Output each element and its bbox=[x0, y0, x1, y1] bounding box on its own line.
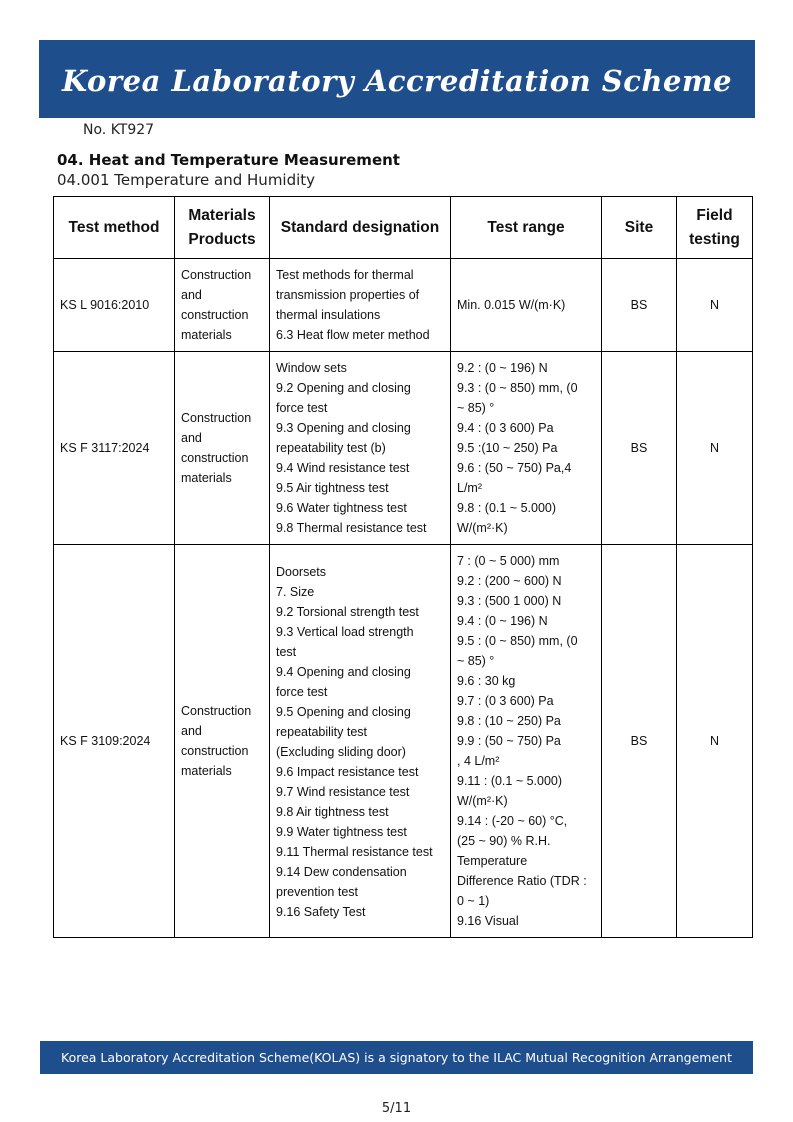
materials-line: Construction bbox=[181, 704, 252, 718]
cell-materials bbox=[175, 259, 270, 352]
materials-line: and bbox=[181, 288, 202, 302]
range-line: 9.8 : (0.1 ~ 5.000) bbox=[457, 501, 557, 515]
cell-range bbox=[451, 259, 602, 352]
cell-standard bbox=[270, 259, 451, 352]
range-line: 9.6 : (50 ~ 750) Pa,4 bbox=[457, 461, 572, 475]
standard-line: Doorsets bbox=[276, 565, 327, 579]
header-materials-line2: Products bbox=[188, 230, 256, 248]
range-line: Min. 0.015 W/(m·K) bbox=[457, 298, 566, 312]
header-title: Korea Laboratory Accreditation Scheme bbox=[61, 64, 733, 98]
range-line: ~ 85) ° bbox=[457, 401, 495, 415]
cell-site: BS bbox=[602, 352, 677, 545]
range-line: 9.2 : (200 ~ 600) N bbox=[457, 574, 562, 588]
cell-materials bbox=[175, 352, 270, 545]
cell-materials bbox=[175, 545, 270, 938]
cell-standard bbox=[270, 545, 451, 938]
standard-line: 9.8 Air tightness test bbox=[276, 805, 389, 819]
range-line: 9.6 : 30 kg bbox=[457, 674, 516, 688]
cell-site: BS bbox=[602, 259, 677, 352]
standard-line: 9.8 Thermal resistance test bbox=[276, 521, 427, 535]
standard-line: 7. Size bbox=[276, 585, 315, 599]
standard-line: Test methods for thermal bbox=[276, 268, 414, 282]
range-line: W/(m²·K) bbox=[457, 521, 508, 535]
range-line: 9.5 : (0 ~ 850) mm, (0 bbox=[457, 634, 578, 648]
standard-line: 9.5 Opening and closing bbox=[276, 705, 411, 719]
standard-line: repeatability test bbox=[276, 725, 368, 739]
standard-line: transmission properties of bbox=[276, 288, 420, 302]
range-line: W/(m²·K) bbox=[457, 794, 508, 808]
cell-test-method: KS L 9016:2010 bbox=[54, 259, 175, 352]
standard-line: test bbox=[276, 645, 297, 659]
range-line: Temperature bbox=[457, 854, 528, 868]
range-line: 9.4 : (0 ~ 196) N bbox=[457, 614, 548, 628]
range-line: 9.11 : (0.1 ~ 5.000) bbox=[457, 774, 563, 788]
header-field-testing bbox=[677, 197, 753, 259]
standard-lines bbox=[276, 265, 444, 345]
standard-line: 9.4 Opening and closing bbox=[276, 665, 411, 679]
standard-line: (Excluding sliding door) bbox=[276, 745, 406, 759]
header-materials bbox=[175, 197, 270, 259]
footer-bar bbox=[40, 1041, 753, 1074]
range-line: 9.14 : (-20 ~ 60) °C, bbox=[457, 814, 568, 828]
materials-line: materials bbox=[181, 471, 232, 485]
standard-lines bbox=[276, 562, 444, 922]
range-line: 9.3 : (500 1 000) N bbox=[457, 594, 562, 608]
header-field-line2: testing bbox=[689, 230, 740, 248]
materials-line: materials bbox=[181, 764, 232, 778]
standard-lines bbox=[276, 358, 444, 538]
standard-line: 9.4 Wind resistance test bbox=[276, 461, 410, 475]
table-header-row bbox=[54, 197, 753, 259]
range-line: 9.8 : (10 ~ 250) Pa bbox=[457, 714, 561, 728]
standard-line: 9.3 Vertical load strength bbox=[276, 625, 414, 639]
standard-line: force test bbox=[276, 401, 328, 415]
standard-line: thermal insulations bbox=[276, 308, 381, 322]
standard-line: repeatability test (b) bbox=[276, 441, 386, 455]
range-line: ~ 85) ° bbox=[457, 654, 495, 668]
range-line: 9.5 :(10 ~ 250) Pa bbox=[457, 441, 558, 455]
range-line: 0 ~ 1) bbox=[457, 894, 490, 908]
footer-text: Korea Laboratory Accreditation Scheme(KOLAS) is a signatory to the ILAC Mutual Recognition Arrangement bbox=[61, 1050, 732, 1065]
range-line: 9.4 : (0 3 600) Pa bbox=[457, 421, 554, 435]
range-line: L/m² bbox=[457, 481, 482, 495]
header-standard: Standard designation bbox=[270, 197, 451, 259]
document-number: No. KT927 bbox=[83, 122, 155, 138]
range-line: 9.3 : (0 ~ 850) mm, (0 bbox=[457, 381, 578, 395]
materials-line: materials bbox=[181, 328, 232, 342]
materials-lines bbox=[181, 265, 263, 345]
standard-line: 6.3 Heat flow meter method bbox=[276, 328, 430, 342]
materials-line: and bbox=[181, 724, 202, 738]
cell-test-method: KS F 3109:2024 bbox=[54, 545, 175, 938]
range-line: 9.16 Visual bbox=[457, 914, 519, 928]
materials-line: construction bbox=[181, 744, 249, 758]
standard-line: 9.5 Air tightness test bbox=[276, 481, 389, 495]
materials-lines bbox=[181, 408, 263, 488]
range-line: 9.7 : (0 3 600) Pa bbox=[457, 694, 554, 708]
header-field-line1: Field bbox=[696, 206, 733, 224]
standard-line: force test bbox=[276, 685, 328, 699]
standard-line: 9.6 Water tightness test bbox=[276, 501, 407, 515]
cell-range bbox=[451, 545, 602, 938]
standard-line: Window sets bbox=[276, 361, 347, 375]
standard-line: 9.2 Torsional strength test bbox=[276, 605, 419, 619]
standard-line: 9.6 Impact resistance test bbox=[276, 765, 419, 779]
standard-line: 9.16 Safety Test bbox=[276, 905, 366, 919]
header-materials-line1: Materials bbox=[188, 206, 256, 224]
page-number: 5/11 bbox=[381, 1101, 412, 1116]
scope-table bbox=[53, 196, 753, 938]
cell-standard bbox=[270, 352, 451, 545]
range-line: 9.2 : (0 ~ 196) N bbox=[457, 361, 548, 375]
materials-lines bbox=[181, 701, 263, 781]
subsection-title: 04.001 Temperature and Humidity bbox=[57, 171, 316, 189]
table-row bbox=[54, 545, 753, 938]
standard-line: 9.11 Thermal resistance test bbox=[276, 845, 433, 859]
standard-line: 9.7 Wind resistance test bbox=[276, 785, 410, 799]
range-lines bbox=[457, 358, 595, 538]
cell-field-testing: N bbox=[677, 545, 753, 938]
header-range: Test range bbox=[451, 197, 602, 259]
cell-range bbox=[451, 352, 602, 545]
range-line: , 4 L/m² bbox=[457, 754, 500, 768]
materials-line: construction bbox=[181, 451, 249, 465]
range-line: 7 : (0 ~ 5 000) mm bbox=[457, 554, 560, 568]
materials-line: construction bbox=[181, 308, 249, 322]
header-banner bbox=[39, 40, 755, 118]
cell-field-testing: N bbox=[677, 352, 753, 545]
header-site: Site bbox=[602, 197, 677, 259]
header-test-method: Test method bbox=[54, 197, 175, 259]
range-line: (25 ~ 90) % R.H. bbox=[457, 834, 551, 848]
standard-line: prevention test bbox=[276, 885, 358, 899]
cell-site: BS bbox=[602, 545, 677, 938]
materials-line: Construction bbox=[181, 268, 252, 282]
section-title: 04. Heat and Temperature Measurement bbox=[57, 151, 400, 169]
table-row bbox=[54, 259, 753, 352]
cell-test-method: KS F 3117:2024 bbox=[54, 352, 175, 545]
range-lines bbox=[457, 551, 595, 931]
table-row bbox=[54, 352, 753, 545]
materials-line: Construction bbox=[181, 411, 252, 425]
standard-line: 9.2 Opening and closing bbox=[276, 381, 411, 395]
standard-line: 9.9 Water tightness test bbox=[276, 825, 407, 839]
range-lines bbox=[457, 295, 595, 315]
materials-line: and bbox=[181, 431, 202, 445]
standard-line: 9.14 Dew condensation bbox=[276, 865, 407, 879]
cell-field-testing: N bbox=[677, 259, 753, 352]
standard-line: 9.3 Opening and closing bbox=[276, 421, 411, 435]
range-line: 9.9 : (50 ~ 750) Pa bbox=[457, 734, 561, 748]
range-line: Difference Ratio (TDR : bbox=[457, 874, 587, 888]
